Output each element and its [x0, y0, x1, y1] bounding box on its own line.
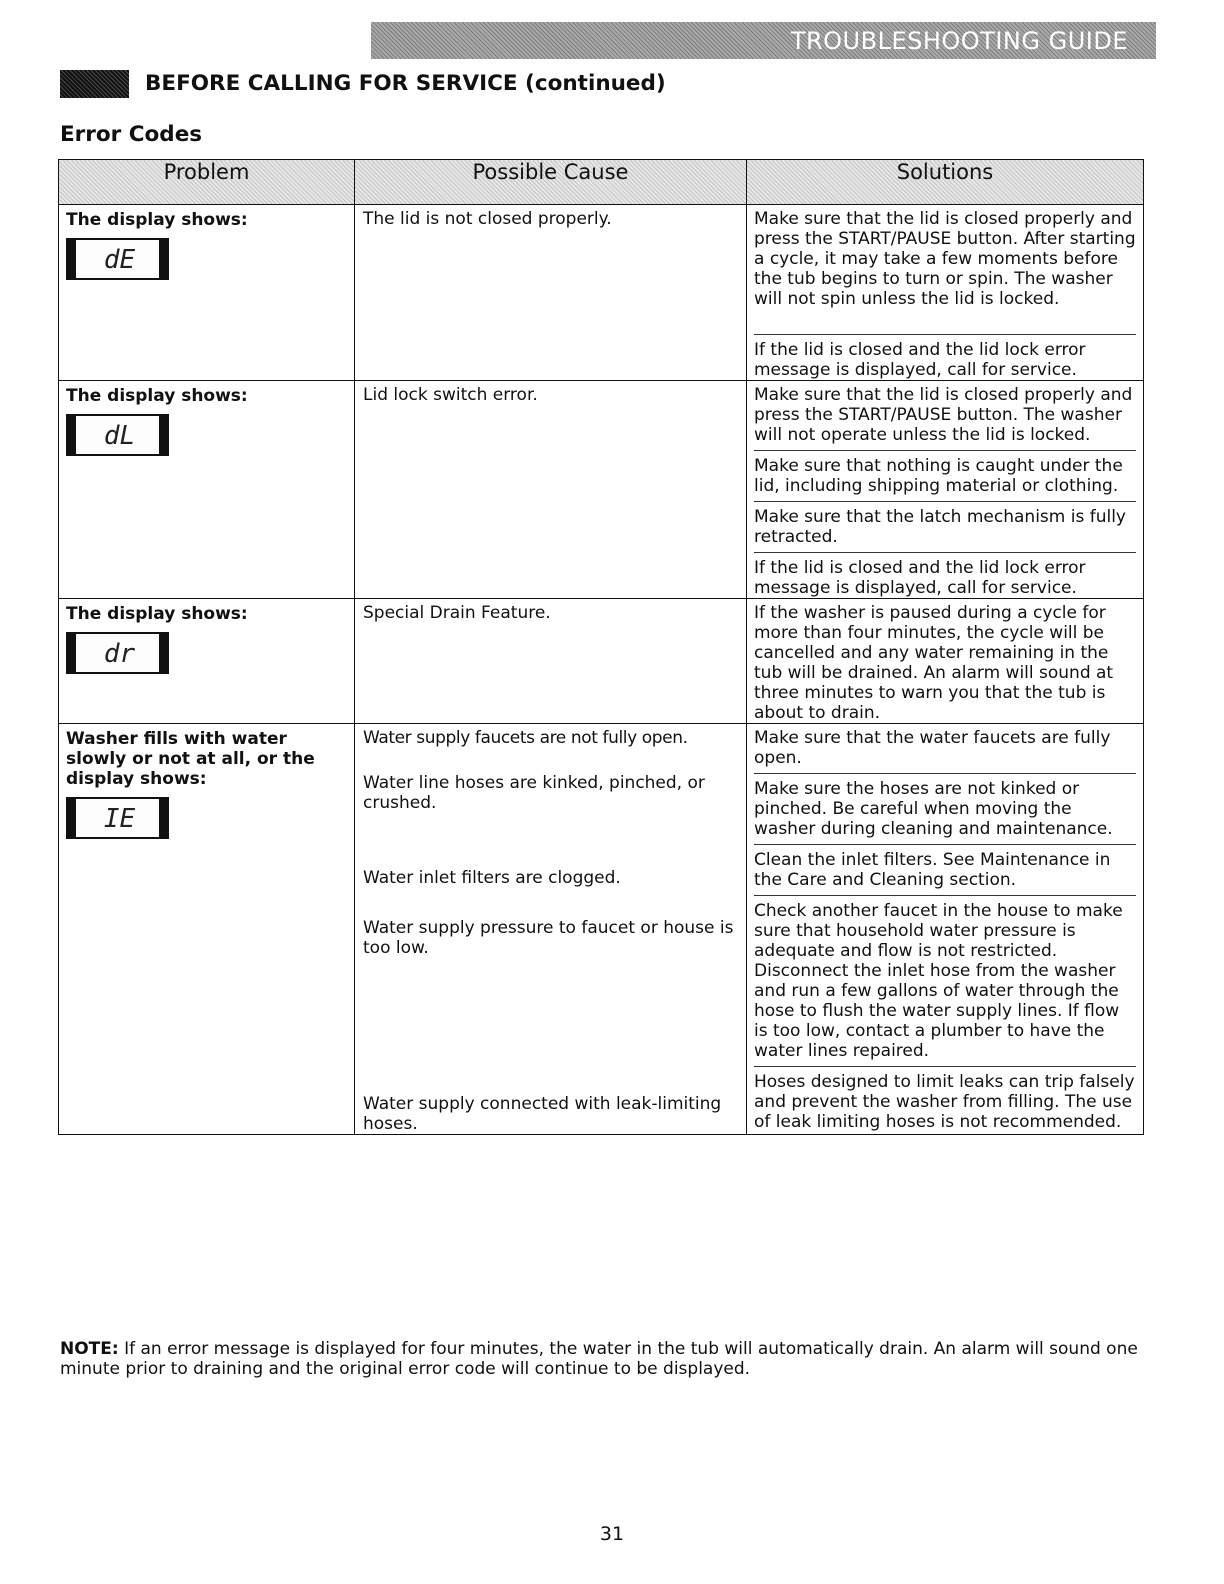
- cause-cell: [355, 205, 747, 381]
- section-title: BEFORE CALLING FOR SERVICE (continued): [145, 71, 666, 96]
- table-header-row: [59, 160, 1144, 205]
- solution-text: Make sure that the latch mechanism is fully retracted.: [754, 501, 1136, 547]
- solution-text: Make sure that the lid is closed properly and press the START/PAUSE button. The washer will not operate unless the lid is locked.: [754, 385, 1133, 445]
- display-code-text: dr: [103, 639, 136, 669]
- cause-text: The lid is not closed properly.: [363, 209, 612, 229]
- display-code-text: IE: [103, 804, 136, 834]
- problem-text: The display shows:: [66, 386, 248, 406]
- solution-cell: [747, 205, 1144, 381]
- solution-text: If the washer is paused during a cycle for more than four minutes, the cycle will be cancelled and any water remaining in the tub will be drained. An alarm will sound at three minutes to warn you that the tub is about to drain.: [754, 603, 1114, 723]
- table-row: [59, 599, 1144, 724]
- page-number: 31: [599, 1523, 625, 1545]
- section-marker-bar: [60, 70, 129, 98]
- solution-text: Make sure the hoses are not kinked or pinched. Be careful when moving the washer during cleaning and maintenance.: [754, 773, 1136, 839]
- cause-text: Special Drain Feature.: [363, 603, 551, 623]
- cause-text: Water supply pressure to faucet or house is too low.: [363, 918, 734, 958]
- guide-title: TROUBLESHOOTING GUIDE: [790, 27, 1128, 55]
- problem-text: The display shows:: [66, 604, 248, 624]
- table-row: [59, 205, 1144, 381]
- cause-text: Water line hoses are kinked, pinched, or crushed.: [363, 773, 705, 813]
- cause-cell: [355, 381, 747, 599]
- display-code-icon: [66, 797, 169, 839]
- solution-cell: [747, 381, 1144, 599]
- solution-text: If the lid is closed and the lid lock error message is displayed, call for service.: [754, 334, 1136, 380]
- solution-text: Make sure that the lid is closed properly and press the START/PAUSE button. After starting a cycle, it may take a few moments before the tub begins to turn or spin. The washer will not spin unless the lid is locked.: [754, 209, 1136, 309]
- problem-cell: [59, 724, 355, 1135]
- solution-cell: [747, 599, 1144, 724]
- troubleshooting-guide-banner: [371, 22, 1156, 59]
- note-paragraph: [60, 1339, 1145, 1379]
- column-header-possible-cause: Possible Cause: [355, 160, 747, 205]
- note-text: If an error message is displayed for four minutes, the water in the tub will automatically drain. An alarm will sound one minute prior to draining and the original error code will continue to be displayed.: [60, 1339, 1138, 1379]
- problem-text: The display shows:: [66, 210, 248, 230]
- solution-text: Hoses designed to limit leaks can trip falsely and prevent the washer from filling. The use of leak limiting hoses is not recommended.: [754, 1066, 1136, 1132]
- display-code-icon: [66, 632, 169, 674]
- problem-text: Washer fills with water slowly or not at all, or the display shows:: [66, 729, 315, 789]
- table-row: [59, 724, 1144, 1135]
- problem-cell: [59, 205, 355, 381]
- cause-text: Water supply faucets are not fully open.: [363, 728, 688, 748]
- cause-cell: [355, 724, 747, 1135]
- subsection-title: Error Codes: [60, 122, 203, 147]
- problem-cell: [59, 381, 355, 599]
- cause-text: Lid lock switch error.: [363, 385, 538, 405]
- column-header-problem: Problem: [59, 160, 355, 205]
- display-code-icon: [66, 238, 169, 280]
- display-code-icon: [66, 414, 169, 456]
- solution-cell: [747, 724, 1144, 1135]
- display-code-text: dL: [103, 421, 136, 451]
- table-row: [59, 381, 1144, 599]
- column-header-solutions: Solutions: [747, 160, 1144, 205]
- solution-text: Clean the inlet filters. See Maintenance in the Care and Cleaning section.: [754, 844, 1136, 890]
- error-codes-table: [58, 159, 1144, 1135]
- cause-text: Water inlet filters are clogged.: [363, 868, 621, 888]
- display-code-text: dE: [103, 245, 136, 275]
- cause-text: Water supply connected with leak-limiting hoses.: [363, 1094, 722, 1134]
- solution-text: Make sure that the water faucets are fully open.: [754, 728, 1111, 768]
- note-label: NOTE:: [60, 1339, 119, 1359]
- solution-text: If the lid is closed and the lid lock error message is displayed, call for service.: [754, 552, 1136, 598]
- solution-text: Check another faucet in the house to make sure that household water pressure is adequate and flow is not restricted. Disconnect the inlet hose from the washer and run a few gallons of water through the hose to flush the water supply lines. If flow is too low, contact a plumber to have the water lines repaired.: [754, 895, 1136, 1061]
- problem-cell: [59, 599, 355, 724]
- cause-cell: [355, 599, 747, 724]
- solution-text: Make sure that nothing is caught under the lid, including shipping material or clothing.: [754, 450, 1136, 496]
